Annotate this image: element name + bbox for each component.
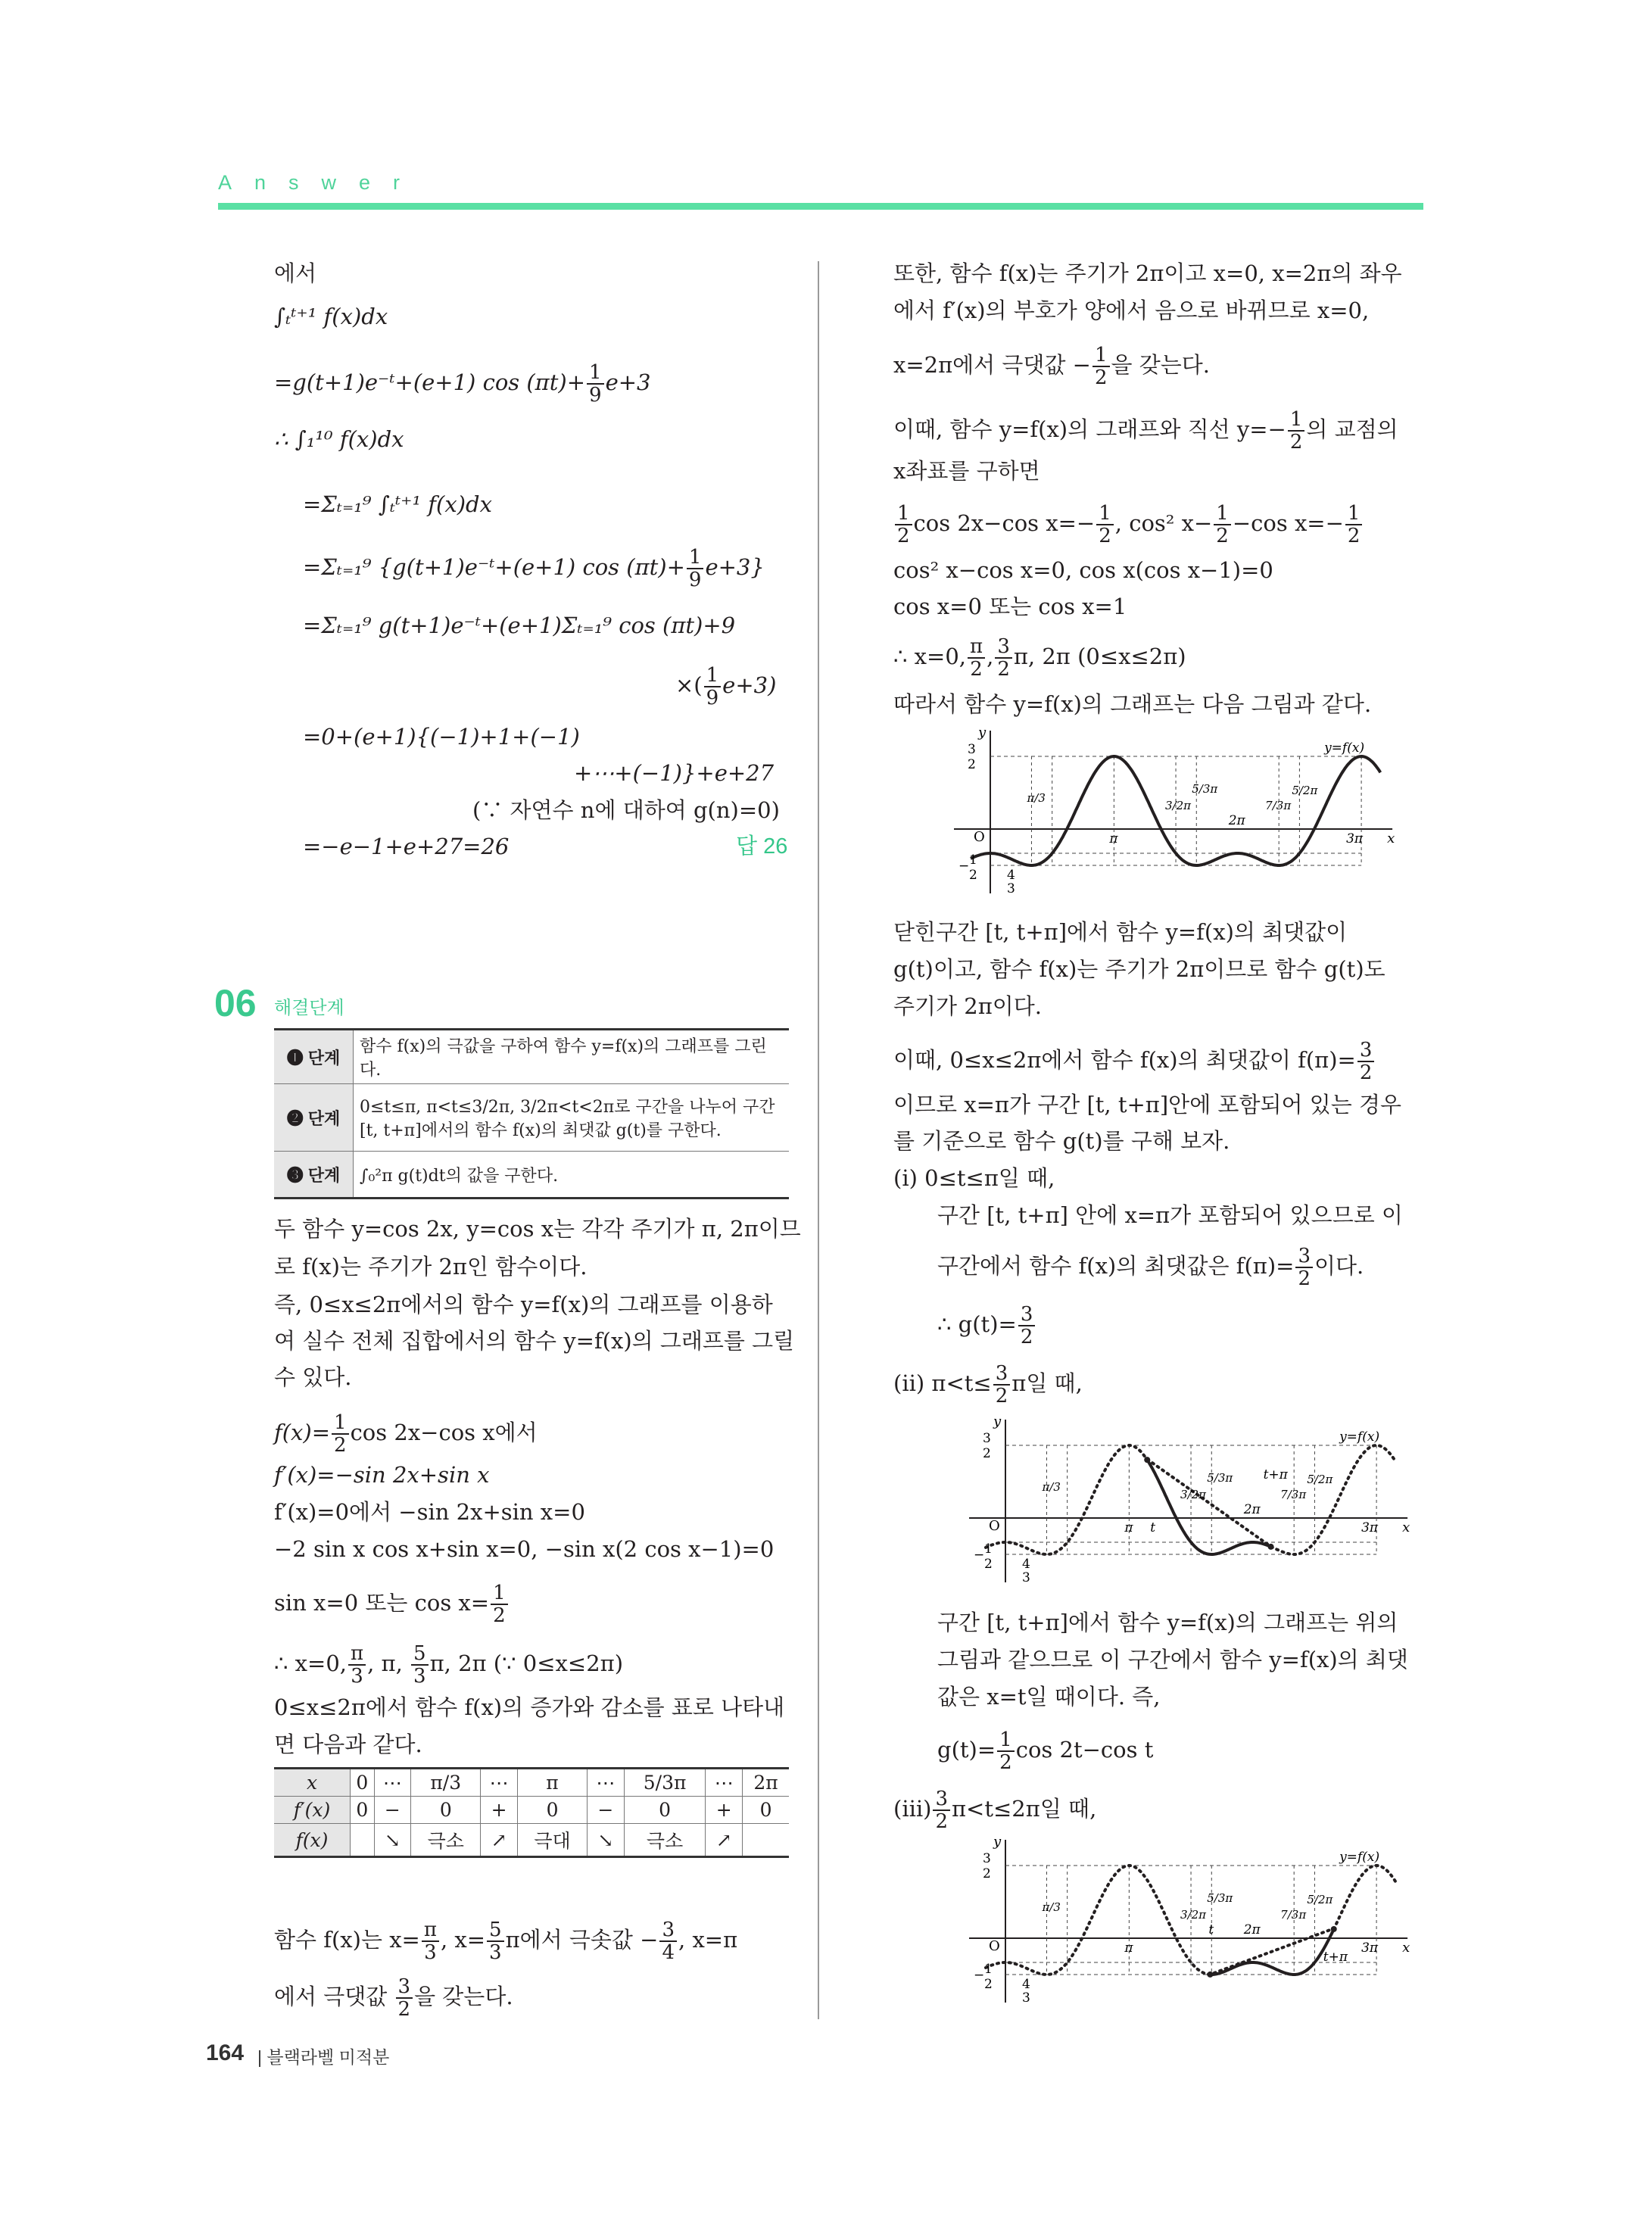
table-cell [743, 1824, 789, 1857]
text-line: 에서 f′(x)의 부호가 양에서 음으로 바뀌므로 x=0, [893, 298, 1370, 323]
interval-end-point [1331, 1926, 1337, 1932]
table-cell: f(x) [274, 1824, 351, 1857]
table-cell: ⋯ [588, 1769, 625, 1797]
fraction: $\frac{1}{9}$ [587, 362, 604, 406]
fraction: $\frac{1}{9}$ [687, 547, 704, 591]
x-label-pi: π [1109, 831, 1118, 846]
fraction: $\frac{3}{2}$ [993, 1363, 1011, 1407]
interval-start-point [1144, 1457, 1150, 1463]
x-label-3pi: 3π [1361, 1940, 1379, 1956]
case-title: (ⅱ) π<t≤ $\frac{3}{2}$ π일 때, [893, 1362, 1083, 1407]
y-label-3-2-num: 3 [968, 742, 976, 757]
fraction: $\frac{1}{2}$ [895, 503, 912, 547]
y-label-4-3-num: 4 [1022, 1557, 1030, 1572]
y-label-4-3-num: 4 [1022, 1977, 1030, 1992]
table-cell [351, 1824, 375, 1857]
table-cell: 극소 [411, 1824, 481, 1857]
x-label-3pi-2: 3/2π [1180, 1488, 1207, 1501]
fraction: $\frac{1}{2}$ [491, 1582, 508, 1626]
math-line: ∴ x=0, $\frac{\pi}{2}$ , $\frac{3}{2}$ π, 2π (0≤x≤2π) [893, 635, 1186, 681]
text-line: g(t)이고, 함수 f(x)는 주기가 2π이므로 함수 g(t)도 [893, 956, 1385, 982]
function-label: y=f(x) [1324, 740, 1365, 756]
text-line: 구간 [t, t+π]에서 함수 y=f(x)의 그래프는 위의 [937, 1610, 1398, 1635]
fraction: $\frac{3}{2}$ [1295, 1245, 1313, 1289]
x-label-t: t [1150, 1520, 1156, 1535]
y-label-minus: − [974, 1548, 985, 1563]
text-line: x좌표를 구하면 [893, 458, 1040, 484]
book-title: | 블랙라벨 미적분 [257, 2047, 390, 2067]
math-line: ×( $\frac{1}{9}$ e+3) [675, 664, 777, 709]
x-label-pi-3: π/3 [1042, 1900, 1061, 1914]
y-label-1-2-num: 1 [984, 1541, 993, 1557]
table-cell: 0 [624, 1797, 706, 1824]
y-label-4-3-den: 3 [1022, 1990, 1030, 2006]
y-axis-label: y [978, 725, 987, 740]
y-axis-label: y [993, 1414, 1002, 1429]
x-label-3pi-2: 3/2π [1165, 799, 1192, 812]
x-label-5pi-3: 5/3π [1207, 1891, 1233, 1905]
math-line: ∫ₜᵗ⁺¹ f(x)dx [274, 304, 388, 329]
function-graph-case-3 [969, 1832, 1410, 2006]
y-label-3-2-num: 3 [983, 1851, 991, 1866]
table-cell: ↘ [374, 1824, 411, 1857]
x-label-2pi: 2π [1228, 813, 1245, 828]
fraction: $\frac{1}{2}$ [1093, 344, 1110, 388]
table-cell: ⋯ [374, 1769, 411, 1797]
table-cell: ↗ [481, 1824, 518, 1857]
fraction: $\frac{1}{2}$ [1096, 503, 1114, 547]
math-line: +⋯+(−1)}+e+27 [574, 760, 775, 786]
origin-label: O [989, 1518, 1000, 1534]
fraction: $\frac{\pi}{3}$ [348, 1643, 366, 1687]
table-cell: x [274, 1769, 351, 1797]
text-line: 또한, 함수 f(x)는 주기가 2π이고 x=0, x=2π의 좌우 [893, 260, 1402, 286]
origin-label: O [989, 1938, 1000, 1954]
x-label-pi-3: π/3 [1042, 1480, 1061, 1494]
fraction: $\frac{3}{2}$ [995, 636, 1012, 680]
table-cell: 극대 [517, 1824, 587, 1857]
y-label-minus: − [974, 1968, 985, 1983]
text-line: 구간에서 함수 f(x)의 최댓값은 f(π)= $\frac{3}{2}$ 이다. [937, 1245, 1364, 1290]
table-cell: ↘ [588, 1824, 625, 1857]
text-line: 면 다음과 같다. [274, 1732, 422, 1757]
fraction: $\frac{1}{2}$ [1214, 503, 1231, 547]
text-line: 값은 x=t일 때이다. 즉, [937, 1684, 1161, 1710]
text-line: 그림과 같으므로 이 구간에서 함수 y=f(x)의 최댓 [937, 1647, 1408, 1672]
text-line: 즉, 0≤x≤2π에서의 함수 y=f(x)의 그래프를 이용하 [274, 1292, 773, 1317]
text-line: 에서 극댓값 $\frac{3}{2}$ 을 갖는다. [274, 1975, 513, 2021]
table-cell: ⋯ [706, 1769, 743, 1797]
table-cell: − [588, 1797, 625, 1824]
text-line: 를 기준으로 함수 g(t)를 구해 보자. [893, 1128, 1230, 1154]
fraction: $\frac{3}{2}$ [1018, 1304, 1036, 1348]
page-number: 164 [206, 2040, 245, 2065]
step-text: 함수 f(x)의 극값을 구하여 함수 y=f(x)의 그래프를 그린다. [354, 1030, 790, 1084]
x-label-7pi-3: 7/3π [1265, 799, 1292, 812]
table-cell: + [706, 1797, 743, 1824]
math-line: f′(x)=−sin 2x+sin x [274, 1462, 490, 1488]
text-line: 닫힌구간 [t, t+π]에서 함수 y=f(x)의 최댓값이 [893, 919, 1348, 945]
table-cell: ⋯ [481, 1769, 518, 1797]
table-cell: 5/3π [624, 1769, 706, 1797]
math-line: −2 sin x cos x+sin x=0, −sin x(2 cos x−1)=0 [274, 1536, 775, 1562]
x-axis-label: x [1402, 1940, 1410, 1956]
table-cell: 0 [743, 1797, 789, 1824]
origin-label: O [974, 829, 985, 845]
y-axis-label: y [993, 1834, 1002, 1850]
y-label-1-2-num: 1 [969, 853, 977, 868]
interval-start-point [1207, 1972, 1213, 1978]
x-label-pi: π [1124, 1940, 1133, 1956]
function-label: y=f(x) [1339, 1850, 1380, 1865]
y-label-1-2-num: 1 [984, 1962, 993, 1977]
text-line: 이때, 함수 y=f(x)의 그래프와 직선 y=− $\frac{1}{2}$ 의 교점의 [893, 408, 1398, 454]
header-label: Answer [218, 171, 423, 194]
math-line: cos x=0 또는 cos x=1 [893, 594, 1127, 619]
math-line: =g(t+1)e⁻ᵗ+(e+1) cos (πt)+ $\frac{1}{9}$ e+3 [274, 361, 651, 407]
table-row [274, 1797, 789, 1824]
math-line: =Σₜ₌₁⁹ {g(t+1)e⁻ᵗ+(e+1) cos (πt)+ $\frac{1}{9}$ e+3} [303, 546, 765, 591]
interval-end-point [1268, 1544, 1274, 1550]
text-line: 에서 [274, 260, 317, 286]
y-label-1-2-den: 2 [984, 1557, 993, 1572]
table-cell: 0 [351, 1797, 375, 1824]
y-label-1-2-den: 2 [984, 1977, 993, 1992]
x-label-3pi: 3π [1361, 1520, 1379, 1535]
text-line: x=2π에서 극댓값 − $\frac{1}{2}$ 을 갖는다. [893, 344, 1211, 389]
table-row [274, 1769, 789, 1797]
case-title: (ⅰ) 0≤t≤π일 때, [893, 1165, 1055, 1191]
case-title: (ⅲ) $\frac{3}{2}$ π<t≤2π일 때, [893, 1788, 1097, 1833]
step-text: ∫₀²π g(t)dt의 값을 구한다. [354, 1152, 790, 1199]
table-cell: 극소 [624, 1824, 706, 1857]
step-label: ❶ 단계 [274, 1030, 354, 1084]
table-cell: 2π [743, 1769, 789, 1797]
math-line: =−e−1+e+27=26 [303, 834, 510, 859]
text-line: ∴ g(t)= $\frac{3}{2}$ [937, 1304, 1036, 1348]
math-line: sin x=0 또는 cos x= $\frac{1}{2}$ [274, 1582, 510, 1626]
x-label-pi-3: π/3 [1027, 791, 1046, 805]
fraction: $\frac{3}{2}$ [1357, 1040, 1375, 1083]
math-line: $\frac{1}{2}$ cos 2x−cos x=− $\frac{1}{2}$ , cos² x− $\frac{1}{2}$ −cos x=− $\frac{1}{2}$ [893, 503, 1364, 547]
fraction: $\frac{1}{2}$ [1288, 409, 1305, 453]
math-line: =Σₜ₌₁⁹ g(t+1)e⁻ᵗ+(e+1)Σₜ₌₁⁹ cos (πt)+9 [303, 613, 736, 638]
step-text: 0≤t≤π, π<t≤3/2π, 3/2π<t<2π로 구간을 나누어 구간 [t, t+π]에서의 함수 f(x)의 최댓값 g(t)를 구한다. [354, 1084, 790, 1152]
section-number: 06 [214, 982, 257, 1024]
math-line: cos² x−cos x=0, cos x(cos x−1)=0 [893, 557, 1273, 583]
x-label-5pi-3: 5/3π [1207, 1471, 1233, 1485]
math-line: =Σₜ₌₁⁹ ∫ₜᵗ⁺¹ f(x)dx [303, 491, 492, 517]
x-label-3pi: 3π [1346, 831, 1364, 846]
text-line: 주기가 2π이다. [893, 993, 1043, 1019]
x-label-5pi-2: 5/2π [1292, 784, 1318, 797]
x-axis-label: x [1402, 1520, 1410, 1535]
table-cell: ↗ [706, 1824, 743, 1857]
fraction: $\frac{1}{2}$ [1345, 503, 1363, 547]
x-label-5pi-2: 5/2π [1307, 1893, 1333, 1906]
fraction: $\frac{1}{2}$ [332, 1412, 349, 1456]
column-divider [818, 261, 819, 2019]
fraction: $\frac{1}{2}$ [997, 1729, 1015, 1773]
x-axis-label: x [1387, 831, 1395, 846]
table-cell: + [481, 1797, 518, 1824]
table-cell: 0 [517, 1797, 587, 1824]
table-cell: − [374, 1797, 411, 1824]
math-line: ∴ x=0, $\frac{\pi}{3}$ , π, $\frac{5}{3}$ π, 2π (∵ 0≤x≤2π) [274, 1642, 624, 1688]
text-line: 0≤x≤2π에서 함수 f(x)의 증가와 감소를 표로 나타내 [274, 1694, 785, 1720]
table-cell: 0 [411, 1797, 481, 1824]
y-label-3-2-den: 2 [983, 1446, 991, 1461]
y-label-4-3-num: 4 [1007, 868, 1015, 883]
text-line: 이므로 x=π가 구간 [t, t+π]안에 포함되어 있는 경우 [893, 1092, 1401, 1118]
x-label-2pi: 2π [1243, 1502, 1261, 1517]
section-title: 해결단계 [274, 998, 344, 1018]
math-line: g(t)= $\frac{1}{2}$ cos 2t−cos t [937, 1728, 1154, 1774]
y-label-1-2-den: 2 [969, 868, 977, 883]
text-line: 수 있다. [274, 1364, 352, 1390]
left-column-lower [274, 0, 801, 2021]
y-label-minus: − [958, 859, 970, 874]
x-label-3pi-2: 3/2π [1180, 1908, 1207, 1922]
x-label-t-pi: t+π [1263, 1467, 1288, 1482]
text-line: 두 함수 y=cos 2x, y=cos x는 각각 주기가 π, 2π이므 [274, 1216, 801, 1242]
fraction: $\frac{5}{3}$ [411, 1643, 429, 1687]
fraction: $\frac{1}{9}$ [704, 665, 722, 709]
text-line: 따라서 함수 y=f(x)의 그래프는 다음 그림과 같다. [893, 691, 1372, 717]
fraction: $\frac{3}{2}$ [396, 1976, 413, 2020]
y-label-4-3-den: 3 [1022, 1570, 1030, 1585]
math-line: =0+(e+1){(−1)+1+(−1) [303, 724, 580, 750]
math-line: ∴ ∫₁¹⁰ f(x)dx [274, 426, 404, 452]
math-line: f′(x)=0에서 −sin 2x+sin x=0 [274, 1499, 585, 1525]
table-cell: π/3 [411, 1769, 481, 1797]
math-note: (∵ 자연수 n에 대하여 g(n)=0) [472, 797, 780, 823]
x-label-5pi-3: 5/3π [1192, 782, 1218, 796]
table-cell: π [517, 1769, 587, 1797]
x-label-2pi: 2π [1243, 1922, 1261, 1937]
y-label-3-2-num: 3 [983, 1431, 991, 1446]
table-cell: f′(x) [274, 1797, 351, 1824]
text-line: 여 실수 전체 집합에서의 함수 y=f(x)의 그래프를 그릴 [274, 1328, 795, 1354]
step-label: ❸ 단계 [274, 1152, 354, 1199]
right-column [893, 0, 1423, 2021]
function-graph-case-2 [969, 1412, 1410, 1586]
fraction: $\frac{3}{2}$ [933, 1788, 950, 1832]
fraction: $\frac{\pi}{2}$ [968, 636, 985, 680]
table-cell: 0 [351, 1769, 375, 1797]
x-label-7pi-3: 7/3π [1280, 1488, 1307, 1501]
fraction: $\frac{5}{3}$ [487, 1919, 504, 1963]
fraction: $\frac{\pi}{3}$ [422, 1919, 439, 1963]
x-label-pi: π [1124, 1520, 1133, 1535]
x-label-7pi-3: 7/3π [1280, 1908, 1307, 1922]
fraction: $\frac{3}{4}$ [659, 1919, 677, 1963]
x-label-5pi-2: 5/2π [1307, 1473, 1333, 1486]
text-line: 이때, 0≤x≤2π에서 함수 f(x)의 최댓값이 f(π)= $\frac{3}{2}$ [893, 1040, 1376, 1083]
table-row [274, 1824, 789, 1857]
y-label-3-2-den: 2 [983, 1866, 991, 1881]
x-label-t: t [1208, 1922, 1214, 1937]
y-label-4-3-den: 3 [1007, 881, 1015, 896]
x-label-t-pi: t+π [1323, 1950, 1348, 1965]
answer-label: 답 26 [736, 834, 788, 859]
step-label: ❷ 단계 [274, 1084, 354, 1152]
text-line: 로 f(x)는 주기가 2π인 함수이다. [274, 1254, 588, 1280]
y-label-3-2-den: 2 [968, 757, 976, 772]
text-line: 구간 [t, t+π] 안에 x=π가 포함되어 있으므로 이 [937, 1202, 1403, 1228]
math-line: f(x)= $\frac{1}{2}$ cos 2x−cos x에서 [274, 1411, 538, 1457]
function-label: y=f(x) [1339, 1429, 1380, 1445]
function-graph-main [954, 723, 1395, 897]
increase-decrease-table [274, 1767, 789, 1858]
text-line: 함수 f(x)는 x= $\frac{\pi}{3}$ , x= $\frac{5}{3}$ π에서 극솟값 − $\frac{3}{4}$ , x=π [274, 1919, 738, 1964]
